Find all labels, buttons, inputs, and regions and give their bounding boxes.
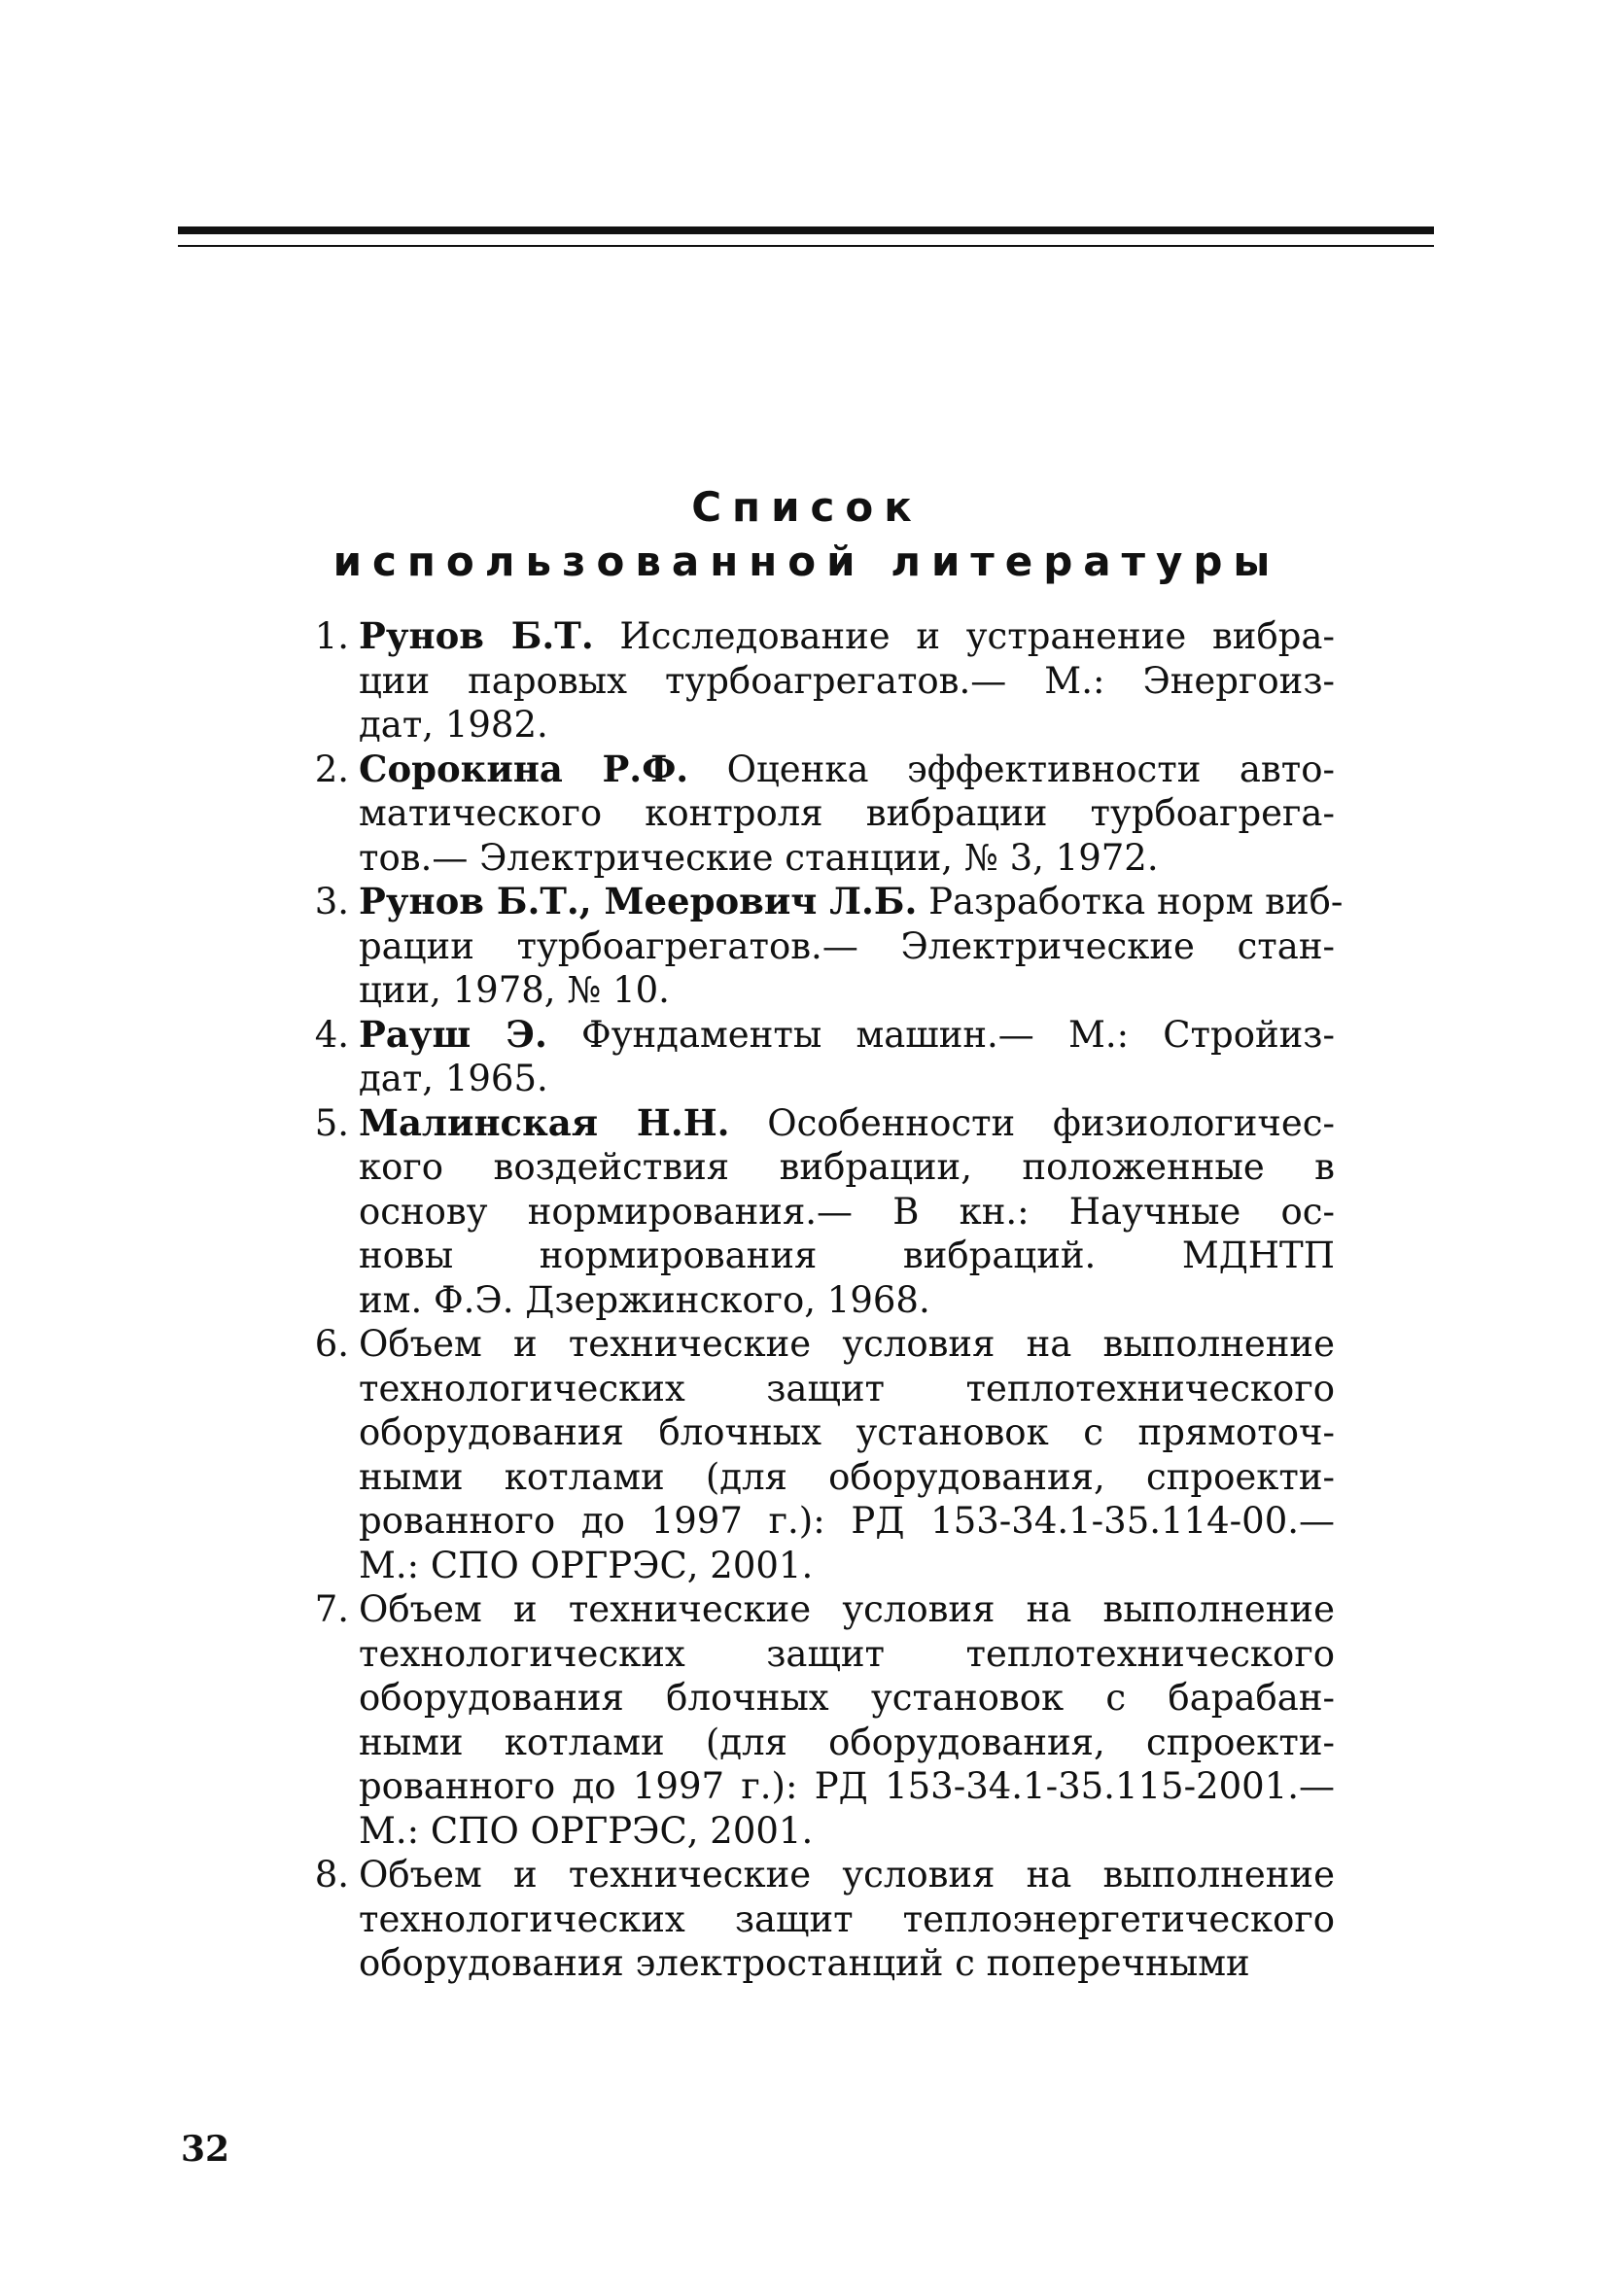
reference-text: Объем и технические условия на выполнение [359, 1854, 1335, 1896]
reference-text: ции, 1978, № 10. [359, 969, 670, 1011]
reference-text: рации турбоагрегатов.— Электрические стан- [359, 924, 1335, 967]
reference-text: Фундаменты машин.— М.: Стройиз- [546, 1013, 1335, 1056]
reference-line [359, 1234, 1335, 1278]
reference-text: Особенности физиологичес- [729, 1101, 1336, 1144]
reference-line [359, 1809, 1335, 1854]
reference-number: 7. [314, 1588, 349, 1630]
section-heading [321, 480, 1293, 589]
reference-text: матического контроля вибрации турбоагрега- [359, 792, 1335, 834]
section-heading-line-1: Список [691, 483, 923, 531]
reference-text: Объем и технические условия на выполнение [359, 1323, 1335, 1365]
reference-text: рованного до 1997 г.): РД 153-34.1-35.114-00.— [359, 1500, 1335, 1542]
reference-item [304, 1013, 1335, 1101]
reference-text: оборудования блочных установок с прямоточ- [359, 1411, 1335, 1453]
reference-text: Разработка норм виб- [917, 881, 1344, 922]
reference-author: Малинская Н.Н. [359, 1100, 730, 1144]
reference-item [304, 748, 1335, 881]
reference-text: рованного до 1997 г.): РД 153-34.1-35.115-2001.— [359, 1765, 1335, 1807]
reference-line [359, 614, 1335, 659]
reference-line [359, 1190, 1335, 1235]
reference-line [359, 1101, 1335, 1146]
reference-text: технологических защит теплотехнического [359, 1367, 1335, 1409]
reference-line [359, 703, 1335, 748]
reference-text: им. Ф.Э. Дзержинского, 1968. [359, 1278, 930, 1321]
reference-item [304, 1853, 1335, 1986]
reference-line [359, 1367, 1335, 1411]
reference-number: 5. [314, 1101, 349, 1144]
reference-text: тов.— Электрические станции, № 3, 1972. [359, 836, 1159, 879]
reference-text: ными котлами (для оборудования, спроекти- [359, 1721, 1335, 1763]
reference-line [359, 968, 1335, 1013]
reference-text: оборудования блочных установок с барабан- [359, 1677, 1335, 1719]
reference-line [359, 1499, 1335, 1544]
reference-item [304, 1322, 1335, 1587]
reference-line [359, 1057, 1335, 1101]
reference-line [359, 1145, 1335, 1190]
reference-text: технологических защит теплотехнического [359, 1632, 1335, 1675]
reference-line [359, 1676, 1335, 1721]
reference-number: 3. [314, 881, 349, 922]
section-heading-line-2: использованной литературы [332, 538, 1281, 585]
reference-line [359, 1322, 1335, 1367]
reference-author: Сорокина Р.Ф. [359, 747, 689, 790]
reference-text: оборудования электростанций с поперечными [359, 1942, 1250, 1984]
reference-text: ными котлами (для оборудования, спроекти- [359, 1455, 1335, 1498]
reference-line [359, 1587, 1335, 1632]
reference-line [359, 659, 1335, 704]
reference-line [359, 836, 1335, 881]
reference-line [359, 1721, 1335, 1765]
reference-author: Рунов Б.Т., Меерович Л.Б. [359, 880, 918, 922]
reference-number: 2. [314, 748, 349, 790]
reference-number: 8. [314, 1854, 349, 1896]
reference-line [359, 1278, 1335, 1323]
reference-text: дат, 1982. [359, 704, 548, 746]
header-rule-thin [178, 245, 1434, 247]
reference-line [359, 1013, 1335, 1058]
reference-text: дат, 1965. [359, 1058, 548, 1099]
reference-line [359, 791, 1335, 836]
reference-text: новы нормирования вибраций. МДНТП [359, 1235, 1335, 1276]
reference-line [359, 1764, 1335, 1809]
reference-line [359, 1544, 1335, 1588]
reference-text: Объем и технические условия на выполнение [359, 1588, 1335, 1630]
reference-item [304, 1587, 1335, 1853]
reference-text: основу нормирования.— В кн.: Научные ос- [359, 1190, 1335, 1233]
reference-item [304, 1101, 1335, 1323]
reference-line [359, 748, 1335, 792]
page-number: 32 [181, 2129, 230, 2170]
reference-text: Исследование и устранение вибра- [593, 615, 1335, 657]
reference-author: Рунов Б.Т. [359, 614, 594, 657]
reference-text: кого воздействия вибрации, положенные в [359, 1146, 1335, 1188]
reference-line [359, 1632, 1335, 1677]
reference-text: технологических защит теплоэнергетического [359, 1897, 1335, 1940]
reference-line [359, 924, 1335, 969]
reference-text: М.: СПО ОРГРЭС, 2001. [359, 1544, 814, 1586]
reference-line [359, 880, 1344, 924]
reference-line [359, 1455, 1335, 1500]
reference-line [359, 1897, 1335, 1942]
reference-line [359, 1941, 1335, 1986]
reference-list [304, 614, 1344, 1986]
reference-line [359, 1410, 1335, 1455]
reference-text: М.: СПО ОРГРЭС, 2001. [359, 1809, 814, 1852]
reference-number: 4. [314, 1013, 349, 1056]
reference-number: 6. [314, 1323, 349, 1365]
reference-text: ции паровых турбоагрегатов.— М.: Энергоиз- [359, 659, 1335, 702]
reference-item [304, 614, 1335, 748]
reference-item [304, 880, 1344, 1013]
reference-number: 1. [314, 615, 349, 657]
reference-line [359, 1853, 1335, 1897]
reference-text: Оценка эффективности авто- [688, 748, 1335, 790]
header-rule-thick [178, 226, 1434, 234]
reference-author: Рауш Э. [359, 1012, 547, 1056]
